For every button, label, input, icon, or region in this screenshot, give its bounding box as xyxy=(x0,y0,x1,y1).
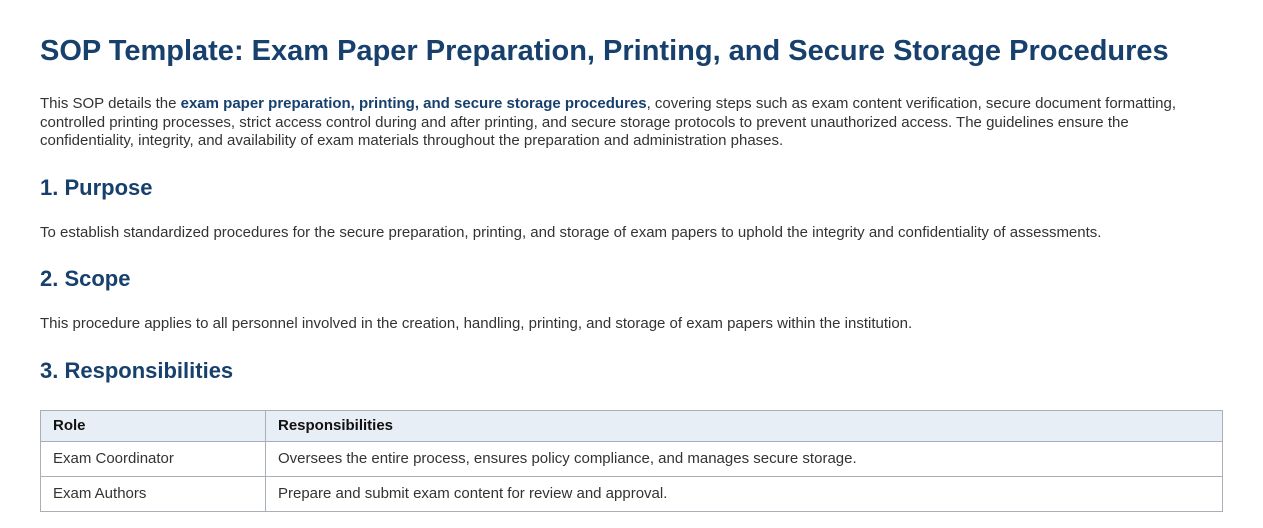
responsibility-cell: Prepare and submit exam content for review and approval. xyxy=(266,476,1223,511)
scope-text: This procedure applies to all personnel involved in the creation, handling, printing, and storage of exam papers within the institution. xyxy=(40,315,913,332)
intro-paragraph xyxy=(40,95,1223,151)
role-cell: Exam Coordinator xyxy=(41,441,266,476)
section-heading-scope: 2. Scope xyxy=(40,266,131,291)
table-row-exam-coordinator xyxy=(41,441,1223,476)
responsibility-cell: Oversees the entire process, ensures policy compliance, and manages secure storage. xyxy=(266,441,1223,476)
role-cell: Exam Authors xyxy=(41,476,266,511)
page-title: SOP Template: Exam Paper Preparation, Printing, and Secure Storage Procedures xyxy=(40,35,1169,67)
table-header-row xyxy=(41,410,1223,441)
column-header-responsibilities: Responsibilities xyxy=(266,410,1223,441)
column-header-role: Role xyxy=(41,410,266,441)
intro-text-suffix: , covering steps such as exam content verification, secure document formatting, controlled printing processes, strict access control during and after printing, and secure storage protocols to prevent unauthorized access. The guidelines ensure the confidentiality, integrity, and availability of exam materials throughout the preparation and administration phases. xyxy=(40,95,1177,149)
section-heading-purpose: 1. Purpose xyxy=(40,174,153,200)
section-heading-responsibilities: 3. Responsibilities xyxy=(40,357,234,383)
table-row-exam-authors xyxy=(41,476,1223,511)
responsibilities-table xyxy=(40,410,1223,512)
intro-bold-phrase: exam paper preparation, printing, and secure storage procedures xyxy=(180,95,647,112)
intro-text-prefix: This SOP details the xyxy=(40,95,181,112)
purpose-text: To establish standardized procedures for the secure preparation, printing, and storage of exam papers to uphold the integrity and confidentiality of assessments. xyxy=(40,223,1102,241)
